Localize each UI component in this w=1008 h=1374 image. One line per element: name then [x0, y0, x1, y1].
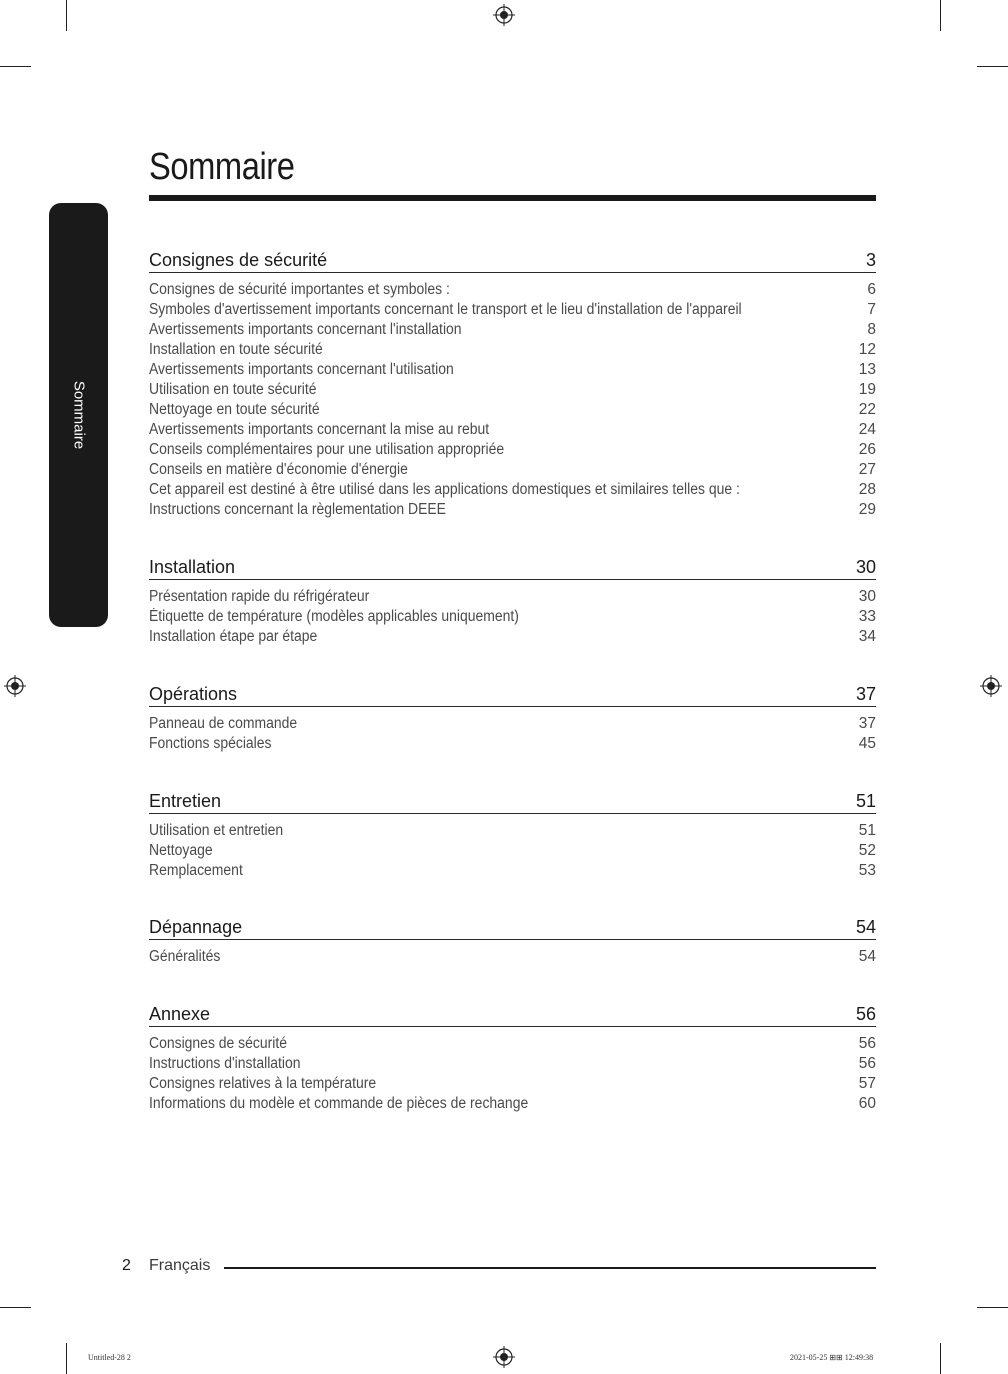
registration-mark-icon — [980, 675, 1002, 697]
crop-mark — [66, 0, 67, 31]
crop-mark — [940, 0, 941, 31]
toc-entry[interactable] — [149, 440, 876, 460]
toc-entry-page: 19 — [858, 381, 876, 398]
crop-mark — [940, 1343, 941, 1374]
toc-entry-label: Étiquette de température (modèles applicables uniquement) — [149, 608, 519, 625]
toc-section-installation — [149, 553, 876, 647]
crop-mark — [0, 66, 31, 67]
toc-entry-page: 13 — [858, 361, 876, 378]
toc-entry[interactable] — [149, 947, 876, 967]
toc-section-safety — [149, 246, 876, 520]
toc-entry-label: Nettoyage — [149, 842, 213, 859]
toc-entry-page: 24 — [858, 421, 876, 438]
toc-entry[interactable] — [149, 420, 876, 440]
toc-section-operations — [149, 680, 876, 754]
section-page: 56 — [855, 1004, 876, 1024]
toc-entry[interactable] — [149, 821, 876, 841]
print-slug-right: 2021-05-25 ⊞⊞ 12:49:38 — [790, 1353, 874, 1362]
toc-entry[interactable] — [149, 861, 876, 881]
side-tab-label: Sommaire — [70, 380, 88, 450]
toc-section-troubleshooting — [149, 913, 876, 967]
section-heading — [149, 913, 876, 940]
toc-entry[interactable] — [149, 714, 876, 734]
toc-entry[interactable] — [149, 340, 876, 360]
toc-entry-page: 8 — [867, 321, 876, 338]
crop-mark — [0, 1307, 31, 1308]
toc-entry-label: Conseils complémentaires pour une utilisation appropriée — [149, 441, 505, 458]
section-heading — [149, 246, 876, 273]
toc-entry-page: 52 — [858, 842, 876, 859]
section-title[interactable]: Annexe — [149, 1004, 211, 1024]
toc-entry-label: Avertissements importants concernant la mise au rebut — [149, 421, 490, 438]
section-items — [149, 947, 876, 967]
toc-entry-page: 6 — [867, 281, 876, 298]
toc-entry-page: 12 — [858, 341, 876, 358]
toc-entry-label: Remplacement — [149, 862, 243, 879]
section-page: 51 — [855, 791, 876, 811]
toc-entry-label: Utilisation et entretien — [149, 822, 284, 839]
section-page: 54 — [855, 917, 876, 937]
toc-entry-page: 54 — [858, 948, 876, 965]
toc-entry-label: Symboles d'avertissement importants concernant le transport et le lieu d'installation de l'appareil — [149, 301, 742, 318]
registration-mark-icon — [4, 675, 26, 697]
toc-entry-page: 37 — [858, 715, 876, 732]
toc-entry[interactable] — [149, 607, 876, 627]
section-heading — [149, 553, 876, 580]
footer-page-number: 2 — [122, 1257, 131, 1274]
toc-entry-page: 56 — [858, 1035, 876, 1052]
registration-mark-icon — [493, 4, 515, 26]
toc-entry-label: Généralités — [149, 948, 221, 965]
toc-entry-label: Consignes de sécurité — [149, 1035, 288, 1052]
toc-entry-page: 26 — [858, 441, 876, 458]
toc-entry[interactable] — [149, 1094, 876, 1114]
toc-entry-page: 45 — [858, 735, 876, 752]
toc-entry-page: 57 — [858, 1075, 876, 1092]
section-items — [149, 714, 876, 754]
crop-mark — [66, 1343, 67, 1374]
toc-entry-label: Avertissements importants concernant l'installation — [149, 321, 462, 338]
toc-entry[interactable] — [149, 587, 876, 607]
toc-entry-label: Installation étape par étape — [149, 628, 318, 645]
toc-entry[interactable] — [149, 1074, 876, 1094]
section-heading — [149, 1000, 876, 1027]
section-title[interactable]: Installation — [149, 557, 236, 577]
toc-entry[interactable] — [149, 1054, 876, 1074]
toc-entry-page: 29 — [858, 501, 876, 518]
toc-entry-page: 60 — [858, 1095, 876, 1112]
section-heading — [149, 787, 876, 814]
toc-entry[interactable] — [149, 400, 876, 420]
section-page: 3 — [865, 250, 876, 270]
toc-entry-page: 27 — [858, 461, 876, 478]
toc-entry-page: 51 — [858, 822, 876, 839]
toc-entry-label: Avertissements importants concernant l'utilisation — [149, 361, 454, 378]
section-items — [149, 280, 876, 520]
toc-entry-label: Installation en toute sécurité — [149, 341, 323, 358]
toc-entry[interactable] — [149, 320, 876, 340]
section-items — [149, 1034, 876, 1114]
crop-mark — [977, 1307, 1008, 1308]
footer-rule — [224, 1267, 876, 1269]
section-title[interactable]: Opérations — [149, 684, 238, 704]
toc-entry[interactable] — [149, 500, 876, 520]
toc-entry[interactable] — [149, 460, 876, 480]
section-page: 30 — [855, 557, 876, 577]
toc-entry-label: Présentation rapide du réfrigérateur — [149, 588, 370, 605]
toc-entry-label: Instructions concernant la règlementation DEEE — [149, 501, 446, 518]
section-items — [149, 821, 876, 881]
toc-entry-label: Panneau de commande — [149, 715, 298, 732]
toc-entry-page: 7 — [867, 301, 876, 318]
toc-entry-page: 30 — [858, 588, 876, 605]
toc-entry-page: 56 — [858, 1055, 876, 1072]
toc-entry[interactable] — [149, 841, 876, 861]
toc-entry[interactable] — [149, 734, 876, 754]
section-title[interactable]: Dépannage — [149, 917, 243, 937]
toc-entry-label: Cet appareil est destiné à être utilisé dans les applications domestiques et similaires telles que : — [149, 481, 740, 498]
section-page: 37 — [855, 684, 876, 704]
toc-entry-page: 34 — [858, 628, 876, 645]
toc-entry-label: Fonctions spéciales — [149, 735, 272, 752]
toc-entry[interactable] — [149, 380, 876, 400]
toc-entry-label: Consignes relatives à la température — [149, 1075, 377, 1092]
toc-entry-page: 28 — [858, 481, 876, 498]
section-items — [149, 587, 876, 647]
toc-entry-label: Nettoyage en toute sécurité — [149, 401, 320, 418]
toc-entry-label: Consignes de sécurité importantes et symboles : — [149, 281, 450, 298]
toc-entry-page: 22 — [858, 401, 876, 418]
section-title[interactable]: Consignes de sécurité — [149, 250, 328, 270]
registration-mark-icon — [493, 1346, 515, 1368]
title-rule — [149, 195, 876, 201]
toc-section-maintenance — [149, 787, 876, 881]
section-heading — [149, 680, 876, 707]
toc-entry[interactable] — [149, 480, 876, 500]
toc-entry[interactable] — [149, 1034, 876, 1054]
footer-language: Français — [149, 1257, 211, 1274]
toc-section-appendix — [149, 1000, 876, 1114]
toc-entry[interactable] — [149, 280, 876, 300]
page-title: Sommaire — [149, 146, 295, 188]
toc-entry-label: Instructions d'installation — [149, 1055, 301, 1072]
toc-entry[interactable] — [149, 627, 876, 647]
toc-entry-page: 53 — [858, 862, 876, 879]
toc-entry[interactable] — [149, 300, 876, 320]
crop-mark — [977, 66, 1008, 67]
toc-entry-page: 33 — [858, 608, 876, 625]
print-slug-left: Untitled-28 2 — [88, 1353, 131, 1362]
toc-entry-label: Informations du modèle et commande de pièces de rechange — [149, 1095, 529, 1112]
section-title[interactable]: Entretien — [149, 791, 222, 811]
toc-entry-label: Conseils en matière d'économie d'énergie — [149, 461, 408, 478]
toc-entry[interactable] — [149, 360, 876, 380]
toc-entry-label: Utilisation en toute sécurité — [149, 381, 317, 398]
